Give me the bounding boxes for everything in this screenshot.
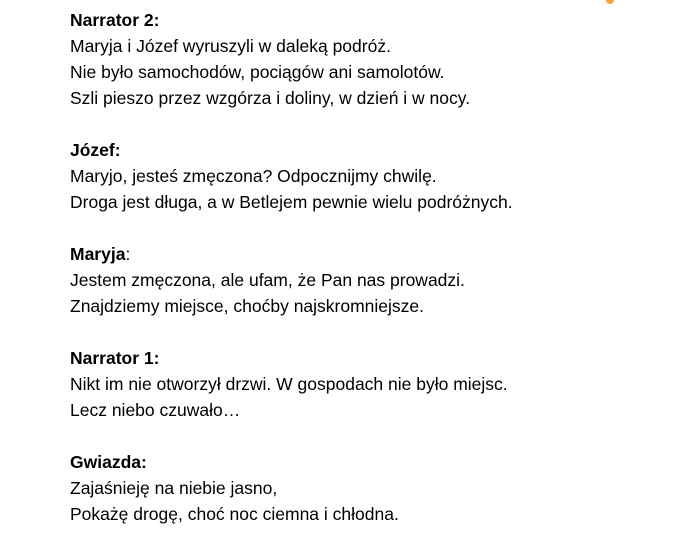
speaker-name: Maryja: [70, 244, 126, 264]
corner-mark: [606, 0, 614, 4]
speaker-separator: :: [125, 244, 131, 264]
dialogue-block-narrator-1: [70, 345, 680, 423]
dialogue-line: Nikt im nie otworzył drzwi. W gospodach nie było miejsc.: [70, 374, 508, 394]
speaker-label: [70, 137, 680, 163]
script-page: [70, 7, 680, 553]
dialogue-line: Znajdziemy miejsce, choćby najskromniejsze.: [70, 296, 425, 316]
dialogue-line: Jestem zmęczona, ale ufam, że Pan nas prowadzi.: [70, 270, 465, 290]
speaker-name: Józef: [70, 140, 115, 160]
speaker-name: Narrator 2: [70, 10, 154, 30]
dialogue-line: Maryja i Józef wyruszyli w daleką podróż.: [70, 36, 391, 56]
speaker-label: [70, 241, 680, 267]
dialogue-line: Zajaśnieję na niebie jasno,: [70, 478, 278, 498]
speaker-separator: :: [153, 10, 160, 30]
speaker-name: Narrator 1: [70, 348, 154, 368]
speaker-separator: :: [114, 140, 121, 160]
speaker-separator: :: [153, 348, 160, 368]
dialogue-line: Lecz niebo czuwało…: [70, 400, 241, 420]
dialogue-line: Droga jest długa, a w Betlejem pewnie wielu podróżnych.: [70, 192, 513, 212]
speaker-name: Gwiazda: [70, 452, 141, 472]
speaker-label: [70, 345, 680, 371]
dialogue-block-maryja: [70, 241, 680, 319]
dialogue-line: Maryjo, jesteś zmęczona? Odpocznijmy chwilę.: [70, 166, 437, 186]
dialogue-line: Szli pieszo przez wzgórza i doliny, w dzień i w nocy.: [70, 88, 471, 108]
speaker-label: [70, 449, 680, 475]
dialogue-line: Pokażę drogę, choć noc ciemna i chłodna.: [70, 504, 399, 524]
speaker-label: [70, 7, 680, 33]
dialogue-block-narrator-2: [70, 7, 680, 111]
dialogue-line: Nie było samochodów, pociągów ani samolotów.: [70, 62, 445, 82]
dialogue-block-jozef: [70, 137, 680, 215]
speaker-separator: :: [141, 452, 147, 472]
dialogue-block-gwiazda: [70, 449, 680, 527]
